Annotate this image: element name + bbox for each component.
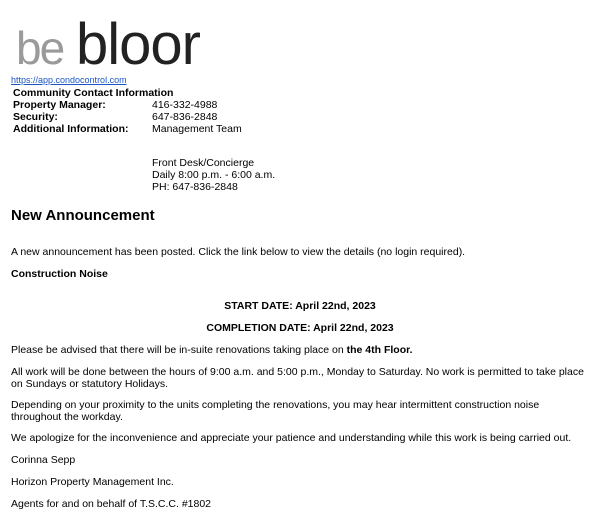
front-desk-title: Front Desk/Concierge [152,157,255,169]
logo-text-be: be [16,22,64,72]
contact-value: Management Team [152,123,242,135]
advised-text: Please be advised that there will be in-suite renovations taking place on [11,344,347,356]
bebloor-logo [14,8,244,72]
bebloor-logo-graphic [14,8,244,72]
advised-floor: the 4th Floor. [346,344,413,356]
contact-label: Additional Information: [13,123,129,135]
work-hours-paragraph: All work will be done between the hours of 9:00 a.m. and 5:00 p.m., Monday to Saturday. No work is permitted to take place on Sundays or statutory Holidays. [11,366,584,390]
contact-value: 416-332-4988 [152,99,218,111]
front-desk-phone: PH: 647-836-2848 [152,181,238,193]
condocontrol-link[interactable]: https://app.condocontrol.com [11,75,127,85]
announcement-intro: A new announcement has been posted. Click the link below to view the details (no login required). [11,246,466,258]
announcement-subject: Construction Noise [11,268,108,280]
apology-paragraph: We apologize for the inconvenience and appreciate your patience and understanding while this work is being carried out. [11,432,572,444]
announcement-heading: New Announcement [11,207,155,224]
contact-row-security [13,111,413,123]
signer-name: Corinna Sepp [11,454,76,466]
contact-title: Community Contact Information [13,87,174,99]
completion-date: COMPLETION DATE: April 22nd, 2023 [206,322,394,334]
contact-row-additional-info [13,123,413,135]
contact-label: Security: [13,111,58,123]
proximity-paragraph: Depending on your proximity to the units completing the renovations, you may hear intermittent construction noise throughout the workday. [11,399,540,423]
front-desk-hours: Daily 8:00 p.m. - 6:00 a.m. [152,169,276,181]
contact-label: Property Manager: [13,99,106,111]
logo-text-bloor: bloor [76,12,200,72]
start-date: START DATE: April 22nd, 2023 [224,300,376,312]
contact-row-property-manager [13,99,413,111]
agents-line: Agents for and on behalf of T.S.C.C. #1802 [11,498,212,510]
contact-value: 647-836-2848 [152,111,218,123]
company-name: Horizon Property Management Inc. [11,476,174,488]
advised-paragraph [11,344,587,356]
